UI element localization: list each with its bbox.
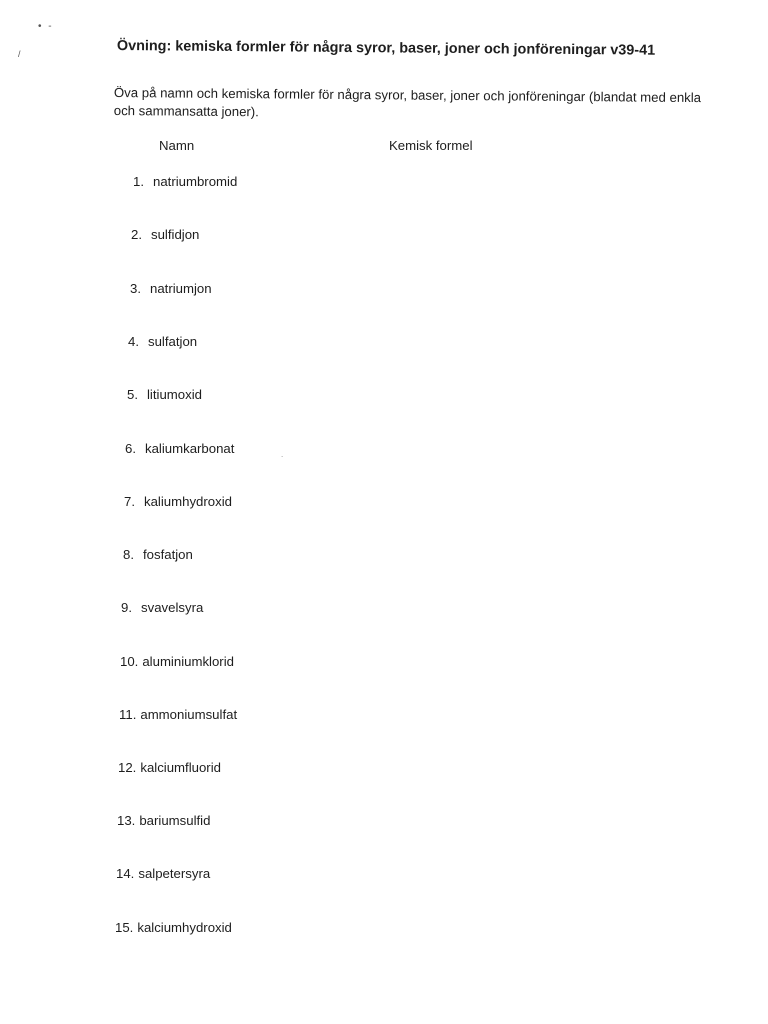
scan-artifact-dot: . xyxy=(281,450,284,459)
item-number: 1. xyxy=(133,174,144,189)
item-name: salpetersyra xyxy=(138,866,211,881)
item-number: 6. xyxy=(125,441,136,456)
scan-artifact-mark: • - xyxy=(38,21,54,32)
item-number: 3. xyxy=(130,281,141,296)
item-name: aluminiumklorid xyxy=(142,654,234,669)
item-name: sulfatjon xyxy=(148,334,198,349)
item-number: 8. xyxy=(123,547,134,562)
item-number: 11. xyxy=(119,707,137,722)
item-name: kaliumhydroxid xyxy=(144,494,232,509)
list-item xyxy=(121,600,203,615)
item-name: kaliumkarbonat xyxy=(145,441,235,456)
intro-text: Öva på namn och kemiska formler för några syror, baser, joner och jonföreningar (blandat med enkla och sammansatta joner). xyxy=(113,84,702,120)
item-name: natriumjon xyxy=(150,281,212,296)
item-number: 4. xyxy=(128,334,139,349)
item-name: bariumsulfid xyxy=(139,813,211,828)
list-item xyxy=(116,866,210,881)
list-item xyxy=(124,494,232,509)
list-item xyxy=(128,334,197,349)
item-number: 9. xyxy=(121,600,132,615)
item-name: natriumbromid xyxy=(153,174,238,189)
item-name: fosfatjon xyxy=(143,547,193,562)
list-item xyxy=(118,760,221,775)
item-number: 2. xyxy=(131,227,142,242)
list-item xyxy=(120,654,234,669)
list-item xyxy=(119,707,237,722)
list-item xyxy=(131,227,199,242)
item-name: svavelsyra xyxy=(141,600,204,615)
item-name: kalciumfluorid xyxy=(140,760,221,775)
list-item xyxy=(130,281,212,296)
item-name: sulfidjon xyxy=(151,227,200,242)
item-number: 13. xyxy=(117,813,136,828)
scan-artifact-mark: / xyxy=(18,49,21,59)
item-number: 12. xyxy=(118,760,137,775)
column-header-formula: Kemisk formel xyxy=(389,138,473,153)
list-item xyxy=(133,174,237,189)
item-number: 7. xyxy=(124,494,135,509)
item-name: litiumoxid xyxy=(147,387,202,402)
item-number: 10. xyxy=(120,654,139,669)
list-item xyxy=(125,441,234,456)
page-title: Övning: kemiska formler för några syror, baser, joner och jonföreningar v39-41 xyxy=(116,38,656,59)
item-name: ammoniumsulfat xyxy=(140,707,238,722)
list-item xyxy=(117,813,210,828)
item-number: 5. xyxy=(127,387,138,402)
list-item xyxy=(123,547,193,562)
column-header-name: Namn xyxy=(159,138,195,153)
item-number: 15. xyxy=(115,920,134,935)
list-item xyxy=(127,387,202,402)
item-name: kalciumhydroxid xyxy=(137,920,232,935)
list-item xyxy=(115,920,232,935)
item-number: 14. xyxy=(116,866,135,881)
